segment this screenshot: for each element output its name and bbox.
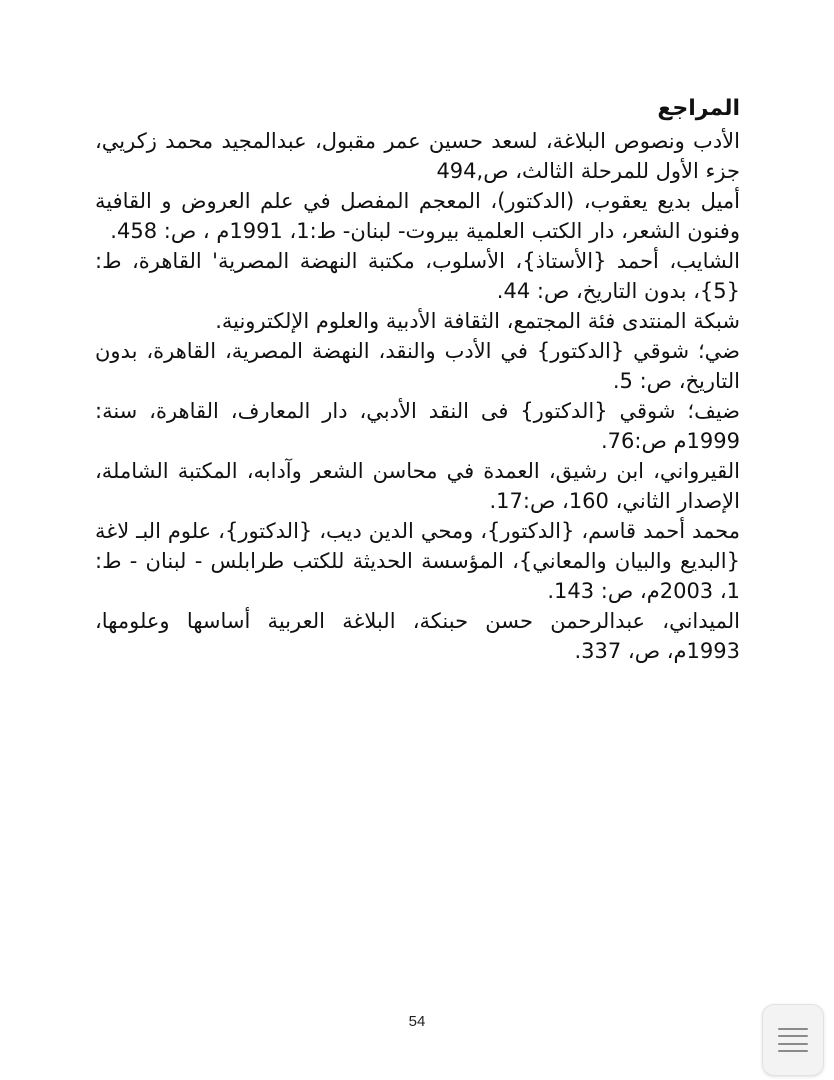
- reference-list: [95, 126, 740, 666]
- menu-button[interactable]: [762, 1004, 824, 1076]
- page-number: 54: [408, 1013, 426, 1030]
- reference-item: الميداني، عبدالرحمن حسن حبنكة، البلاغة العربية أساسها وعلومها، 1993م، ص، 337.: [95, 609, 740, 663]
- reference-item: شبكة المنتدى فئة المجتمع، الثقافة الأدبية والعلوم الإلكترونية.: [215, 309, 740, 333]
- reference-item: ضي؛ شوقي {الدكتور} في الأدب والنقد، النهضة المصرية، القاهرة، بدون التاريخ، ص: 5.: [95, 339, 740, 393]
- reference-item: الشايب، أحمد {الأستاذ}، الأسلوب، مكتبة النهضة المصرية' القاهرة، ط:{5}، بدون التاريخ، ص: 44.: [95, 249, 740, 303]
- reference-item: ضيف؛ شوقي {الدكتور} فى النقد الأدبي، دار المعارف، القاهرة، سنة: 1999م ص:76.: [95, 399, 740, 453]
- reference-item: الأدب ونصوص البلاغة، لسعد حسين عمر مقبول، عبدالمجيد محمد زكريي، جزء الأول للمرحلة الثالث، ص,494: [95, 129, 740, 183]
- document-page: [95, 92, 740, 666]
- page-heading: المراجع: [657, 96, 740, 121]
- reference-item: أميل بديع يعقوب، (الدكتور)، المعجم المفصل في علم العروض و القافية وفنون الشعر، دار الكتب العلمية بيروت- لبنان- ط:1، 1991م ، ص: 458.: [95, 189, 740, 243]
- reference-item: القيرواني، ابن رشيق، العمدة في محاسن الشعر وآدابه، المكتبة الشاملة، الإصدار الثاني، 160، ص:17.: [95, 459, 740, 513]
- reference-item: محمد أحمد قاسم، {الدكتور}، ومحي الدين ديب، {الدكتور}، علوم البـ لاغة {البديع والبيان والمعاني}، المؤسسة الحديثة للكتب طرابلس - لبنان - ط: 1، 2003م، ص: 143.: [95, 519, 740, 603]
- hamburger-menu-icon: [778, 1028, 808, 1052]
